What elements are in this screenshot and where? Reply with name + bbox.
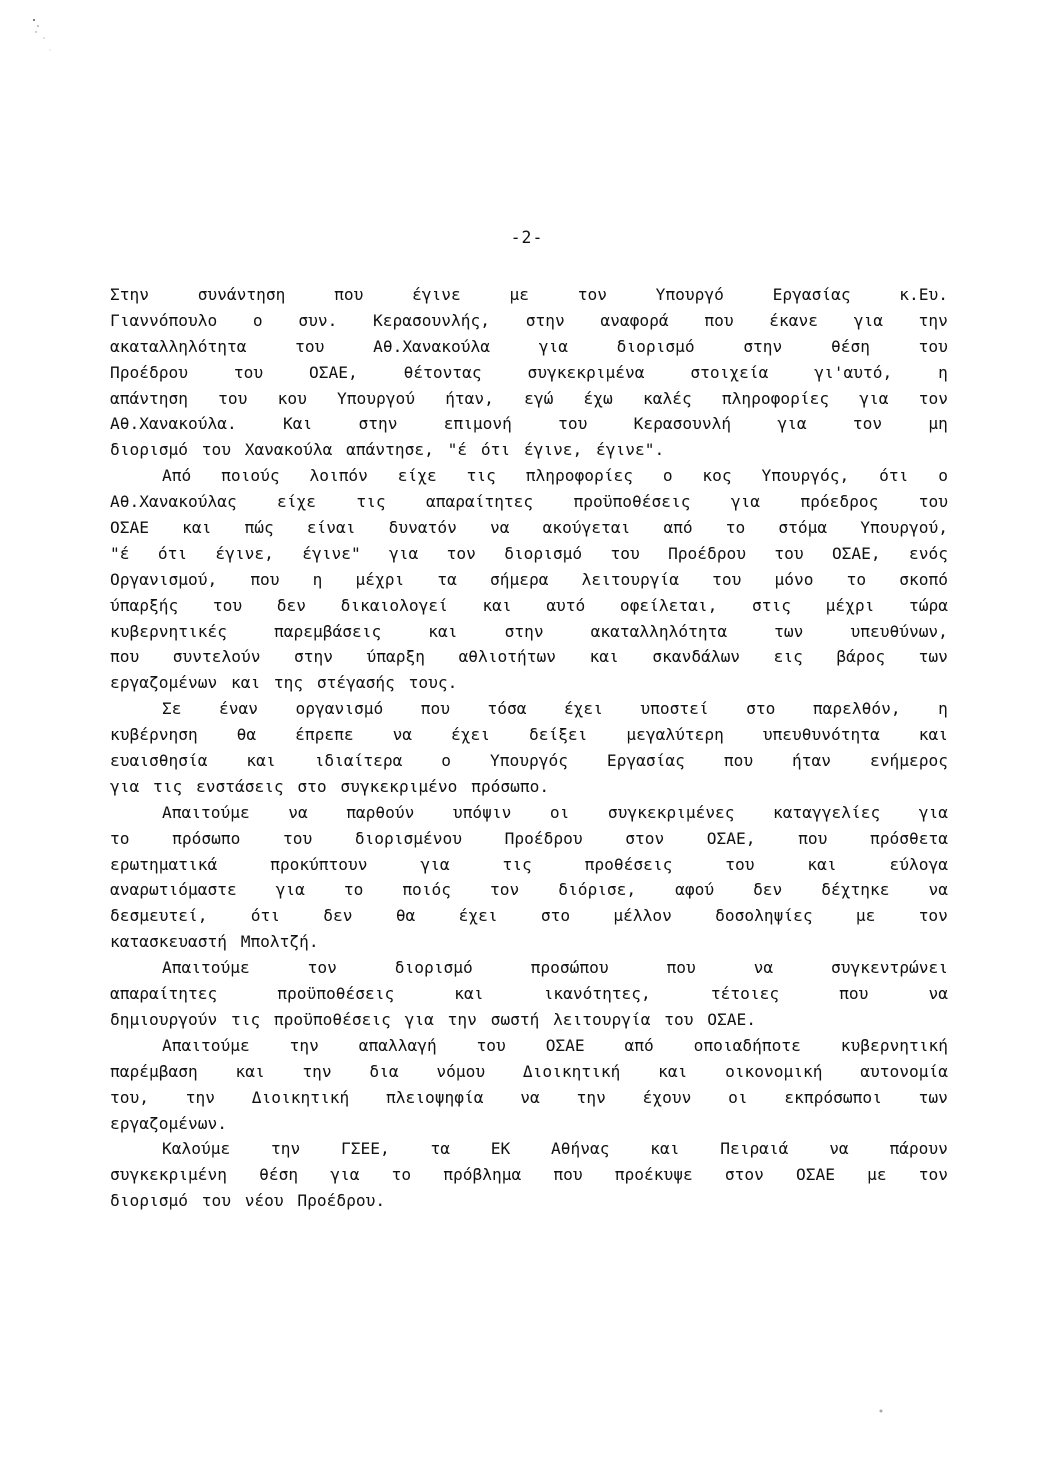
text-line: Αθ.Χανακούλας είχε τις απαραίτητες προϋποθέσεις για πρόεδρος του xyxy=(110,492,948,512)
text-line: Από ποιούς λοιπόν είχε τις πληροφορίες ο κος Υπουργός, ότι ο xyxy=(162,466,948,486)
scan-specks xyxy=(30,12,70,62)
paragraph xyxy=(110,696,948,800)
paragraph xyxy=(110,463,948,696)
paragraph xyxy=(110,282,948,463)
text-line: Απαιτούμε τον διορισμό προσώπου που να συγκεντρώνει xyxy=(162,958,948,978)
text-line: Καλούμε την ΓΣΕΕ, τα ΕΚ Αθήνας και Πειραιά να πάρουν xyxy=(162,1139,948,1159)
paragraph xyxy=(110,800,948,955)
text-line: κυβερνητικές παρεμβάσεις και στην ακαταλληλότητα των υπευθύνων, xyxy=(110,621,948,641)
text-line: παρέμβαση και την δια νόμου Διοικητική και οικονομική αυτονομία xyxy=(110,1061,948,1081)
text-line: ευαισθησία και ιδιαίτερα ο Υπουργός Εργασίας που ήταν ενήμερος xyxy=(110,751,948,771)
text-line: κυβέρνηση θα έπρεπε να έχει δείξει μεγαλύτερη υπευθυνότητα και xyxy=(110,725,948,745)
text-line: διορισμό του Χανακούλα απάντησε, "έ ότι έγινε, έγινε". xyxy=(110,440,665,460)
text-line: που συντελούν στην ύπαρξη αθλιοτήτων και σκανδάλων εις βάρος των xyxy=(110,647,948,667)
paragraph xyxy=(110,1033,948,1137)
text-line: Γιαννόπουλο ο συν. Κερασουνλής, στην αναφορά που έκανε για την xyxy=(110,310,948,330)
text-line: Σε έναν οργανισμό που τόσα έχει υποστεί στο παρελθόν, η xyxy=(162,699,948,719)
text-line: δεσμευτεί, ότι δεν θα έχει στο μέλλον δοσοληψίες με τον xyxy=(110,906,948,926)
text-line: εργαζομένων και της στέγασής τους. xyxy=(110,673,458,693)
text-line: για τις ενστάσεις στο συγκεκριμένο πρόσωπο. xyxy=(110,776,550,796)
text-line: του, την Διοικητική πλειοψηφία να την έχουν οι εκπρόσωποι των xyxy=(110,1087,948,1107)
letter-body xyxy=(110,282,948,1214)
text-line: κατασκευαστή Μπολτζή. xyxy=(110,932,319,952)
text-line: Απαιτούμε την απαλλαγή του ΟΣΑΕ από οποιαδήποτε κυβερνητική xyxy=(162,1035,948,1055)
text-line: ΟΣΑΕ και πώς είναι δυνατόν να ακούγεται από το στόμα Υπουργού, xyxy=(110,518,948,538)
text-line: ύπαρξής του δεν δικαιολογεί και αυτό οφείλεται, στις μέχρι τώρα xyxy=(110,595,948,615)
text-line: Στην συνάντηση που έγινε με τον Υπουργό Εργασίας κ.Ευ. xyxy=(110,285,948,304)
text-line: ερωτηματικά προκύπτουν για τις προθέσεις του και εύλογα xyxy=(110,854,948,874)
text-line: απαραίτητες προϋποθέσεις και ικανότητες, τέτοιες που να xyxy=(110,984,948,1004)
page-number: -2- xyxy=(510,228,544,247)
text-line: Αθ.Χανακούλα. Και στην επιμονή του Κερασουνλή για τον μη xyxy=(110,414,948,434)
text-line: Προέδρου του ΟΣΑΕ, θέτοντας συγκεκριμένα στοιχεία γι'αυτό, η xyxy=(110,362,948,382)
text-line: το πρόσωπο του διορισμένου Προέδρου στον ΟΣΑΕ, που πρόσθετα xyxy=(110,828,948,848)
text-line: δημιουργούν τις προϋποθέσεις για την σωστή λειτουργία του ΟΣΑΕ. xyxy=(110,1009,756,1029)
text-line: Απαιτούμε να παρθούν υπόψιν οι συγκεκριμένες καταγγελίες για xyxy=(162,802,948,822)
text-line: εργαζομένων. xyxy=(110,1113,227,1133)
text-line: διορισμό του νέου Προέδρου. xyxy=(110,1191,386,1211)
text-line: "έ ότι έγινε, έγινε" για τον διορισμό του Προέδρου του ΟΣΑΕ, ενός xyxy=(110,543,948,563)
text-line: συγκεκριμένη θέση για το πρόβλημα που προέκυψε στον ΟΣΑΕ με τον xyxy=(110,1165,948,1185)
scan-speck xyxy=(878,1408,884,1414)
text-line: απάντηση του κου Υπουργού ήταν, εγώ έχω καλές πληροφορίες για τον xyxy=(110,388,948,408)
text-line: αναρωτιόμαστε για το ποιός τον διόρισε, αφού δεν δέχτηκε να xyxy=(110,880,948,900)
paragraph xyxy=(110,1136,948,1214)
text-line: ακαταλληλότητα του Αθ.Χανακούλα για διορισμό στην θέση του xyxy=(110,336,948,356)
paragraph xyxy=(110,955,948,1033)
text-line: Οργανισμού, που η μέχρι τα σήμερα λειτουργία του μόνο το σκοπό xyxy=(110,569,948,589)
